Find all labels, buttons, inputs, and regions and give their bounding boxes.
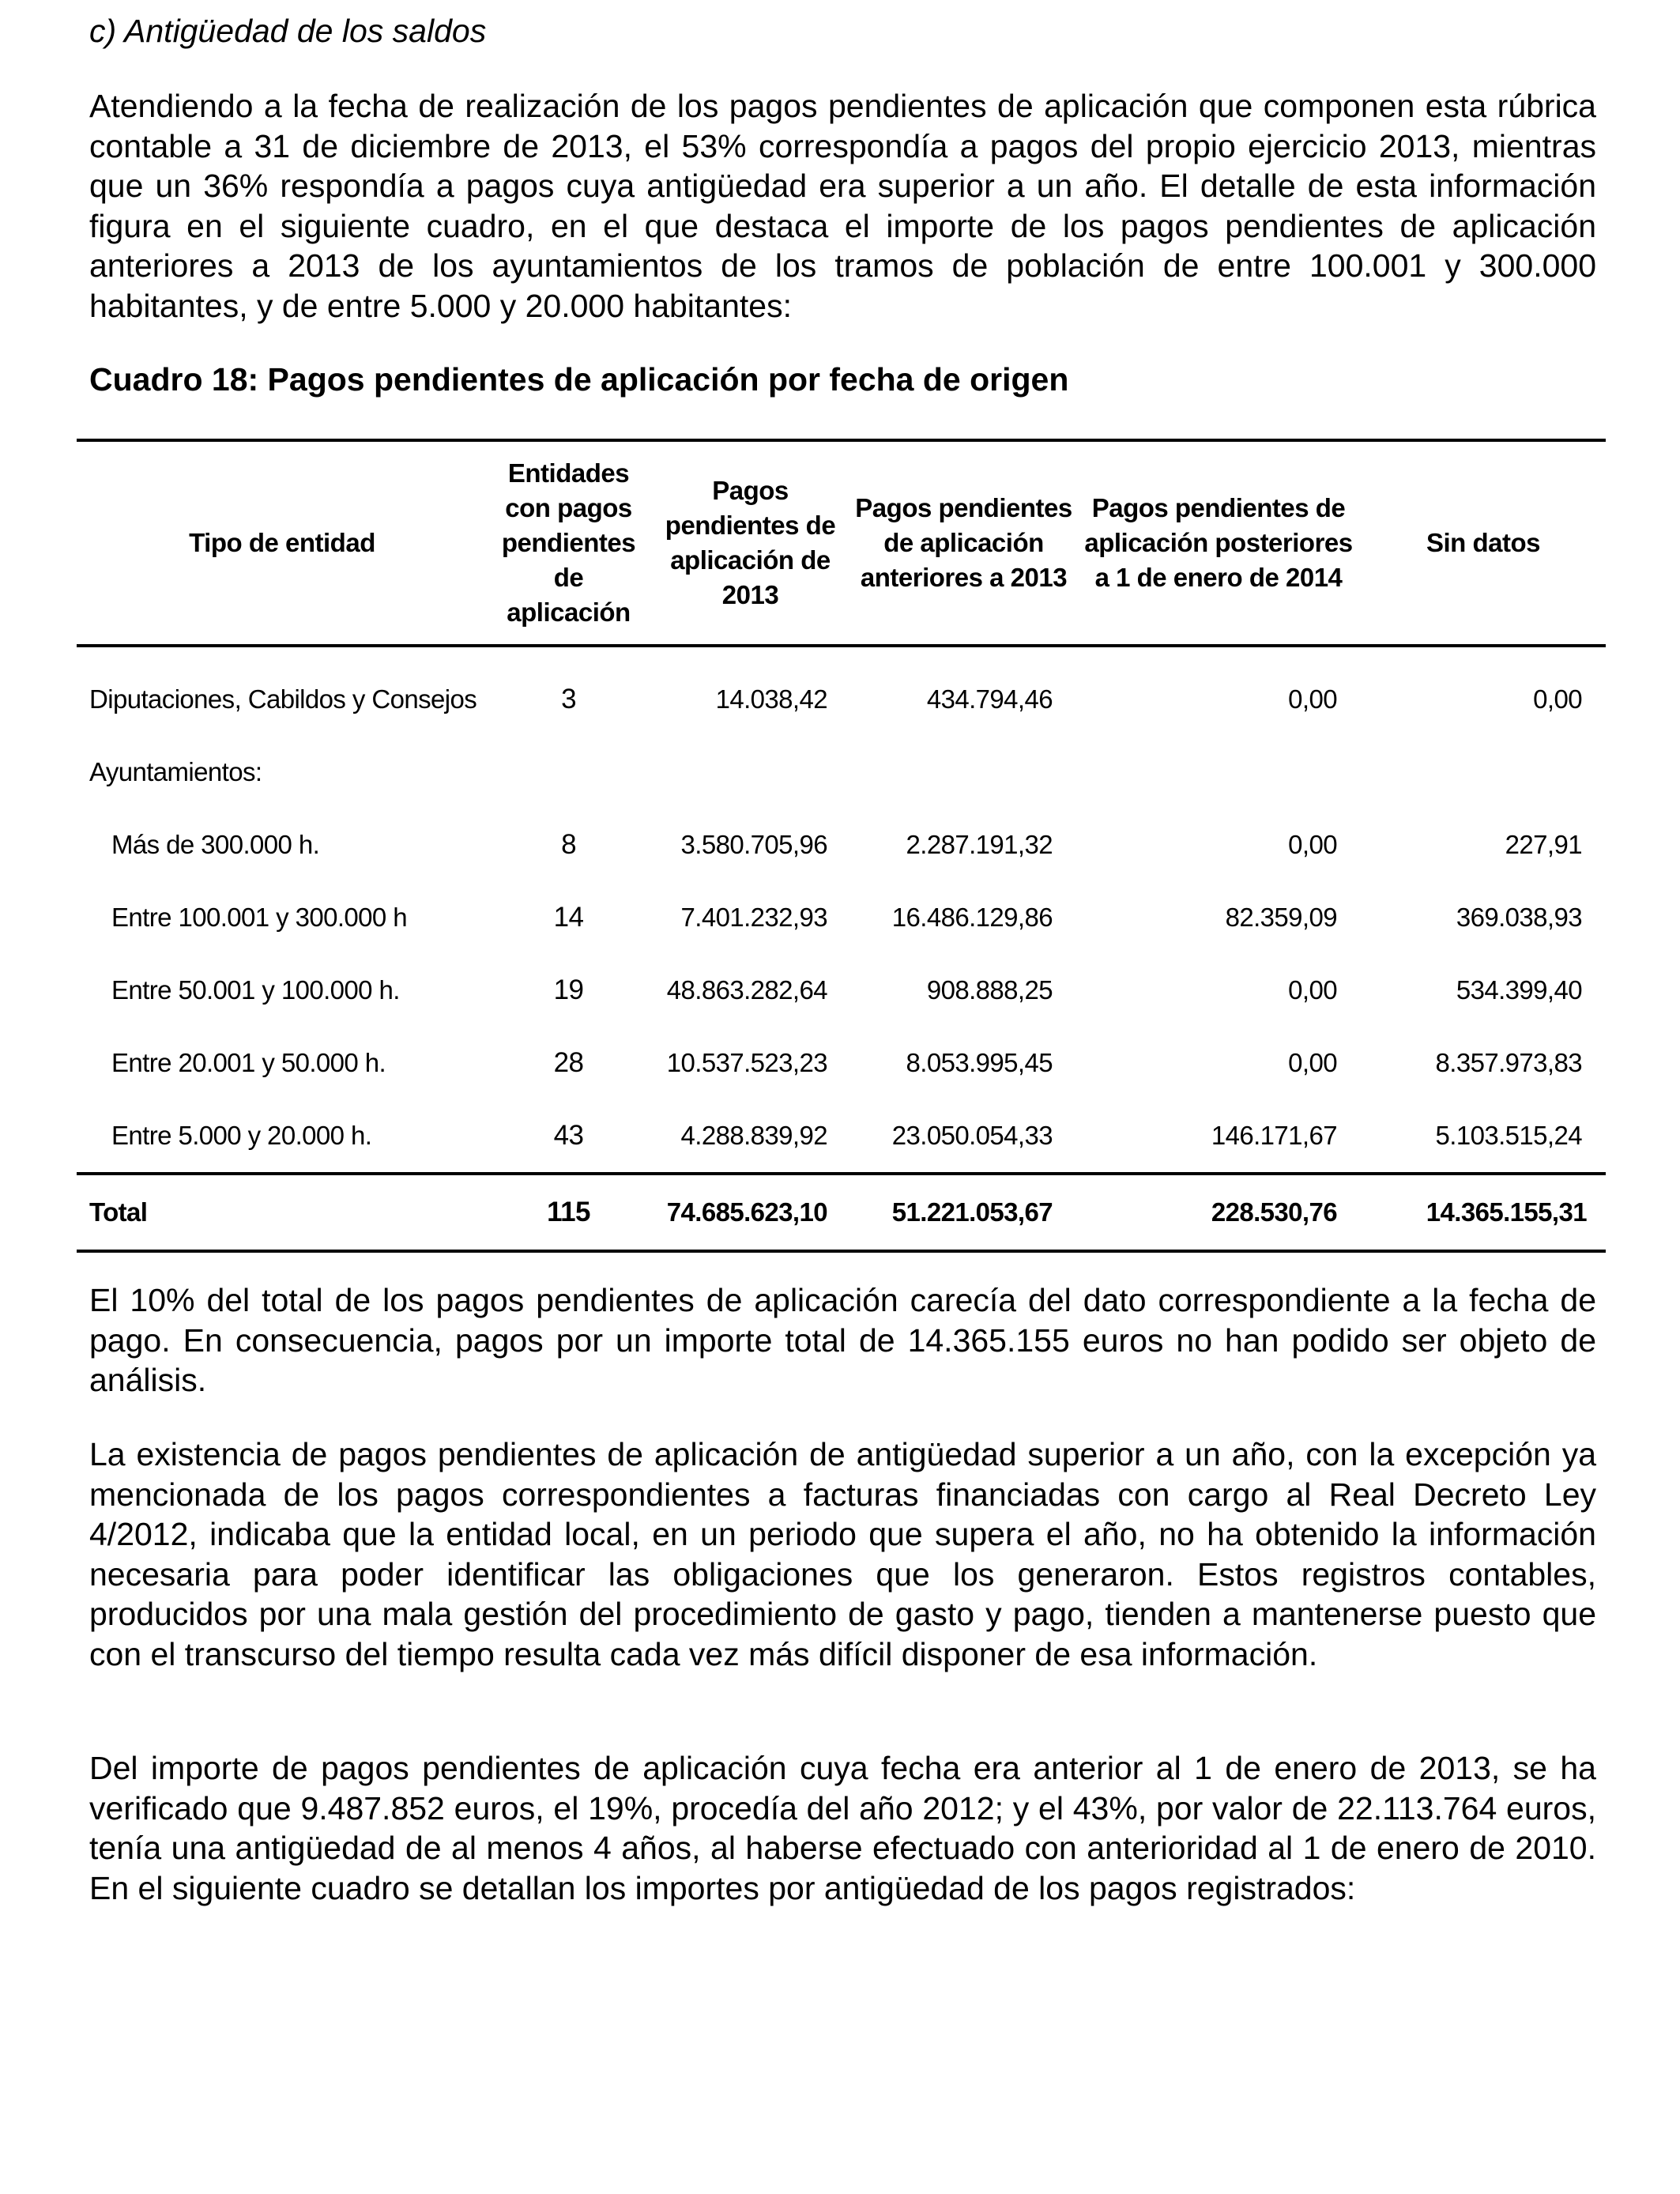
row-value-no-data: 0,00 (1533, 684, 1582, 714)
row-label: Entre 50.001 y 100.000 h. (111, 975, 400, 1005)
row-group-label: Ayuntamientos: (89, 757, 262, 786)
section-heading: c) Antigüedad de los saldos (89, 13, 487, 49)
after-table-paragraph: El 10% del total de los pagos pendientes de aplicación carecía del dato correspondiente a la fecha de pago. En consecuencia, pagos por un importe total de 14.365.155 euros no han podido ser objeto de análisis. (89, 1282, 1596, 1398)
total-label: Total (77, 1174, 488, 1251)
total-value-after-2014: 228.530,76 (1076, 1174, 1361, 1251)
table-container (77, 439, 1606, 1253)
row-value-2013: 10.537.523,23 (666, 1048, 827, 1077)
table-title: Cuadro 18: Pagos pendientes de aplicación por fecha de origen (89, 361, 1069, 398)
row-count: 43 (553, 1120, 584, 1151)
row-value-2013: 48.863.282,64 (666, 975, 827, 1005)
total-value-before-2013: 51.221.053,67 (851, 1174, 1076, 1251)
row-label: Entre 100.001 y 300.000 h (111, 903, 407, 932)
row-value-after-2014: 82.359,09 (1225, 903, 1337, 932)
table-row (77, 809, 1606, 881)
table-total-row (77, 1174, 1606, 1251)
row-value-after-2014: 0,00 (1288, 830, 1337, 859)
final-paragraph: Del importe de pagos pendientes de aplicación cuya fecha era anterior al 1 de enero de 2013, se ha verificado que 9.487.852 euros, el 19%, procedía del año 2012; y el 43%, por valor de 22.113.764 euros, tenía una antigüedad de al menos 4 años, al haberse efectuado con anterioridad al 1 de enero de 2010. En el siguiente cuadro se detallan los importes por antigüedad de los pagos registrados: (89, 1750, 1596, 1906)
table-row (77, 736, 1606, 809)
row-value-no-data: 8.357.973,83 (1435, 1048, 1582, 1077)
row-label: Entre 5.000 y 20.000 h. (111, 1121, 372, 1150)
row-count: 28 (553, 1047, 584, 1078)
table-header-row (77, 440, 1606, 646)
row-value-before-2013: 8.053.995,45 (906, 1048, 1053, 1077)
row-value-no-data: 369.038,93 (1456, 903, 1582, 932)
row-label: Entre 20.001 y 50.000 h. (111, 1048, 386, 1077)
header-payments-before-2013: Pagos pendientes de aplicación anteriores a 2013 (851, 440, 1076, 646)
row-value-after-2014: 146.171,67 (1211, 1121, 1337, 1150)
row-value-no-data: 5.103.515,24 (1435, 1121, 1582, 1150)
row-value-after-2014: 0,00 (1288, 1048, 1337, 1077)
table-row (77, 1027, 1606, 1099)
row-value-no-data: 227,91 (1505, 830, 1582, 859)
row-value-before-2013: 908.888,25 (926, 975, 1053, 1005)
total-count: 115 (488, 1174, 650, 1251)
header-entity-count: Entidades con pagos pendientes de aplicación (488, 440, 650, 646)
header-entity-type: Tipo de entidad (77, 440, 488, 646)
row-label: Diputaciones, Cabildos y Consejos (89, 684, 477, 714)
payments-table (77, 439, 1606, 1253)
row-label: Más de 300.000 h. (111, 830, 320, 859)
row-value-no-data: 534.399,40 (1456, 975, 1582, 1005)
row-value-2013: 3.580.705,96 (680, 830, 827, 859)
existence-paragraph: La existencia de pagos pendientes de aplicación de antigüedad superior a un año, con la excepción ya mencionada de los pagos correspondientes a facturas financiadas con cargo al Real Decreto Ley 4/2012, indicaba que la entidad local, en un periodo que supera el año, no ha obtenido la información necesaria para poder identificar las obligaciones que los generaron. Estos registros contables, producidos por una mala gestión del procedimiento de gasto y pago, tienden a mantenerse puesto que con el transcurso del tiempo resulta cada vez más difícil disponer de esa información. (89, 1436, 1596, 1672)
total-value-no-data: 14.365.155,31 (1361, 1174, 1606, 1251)
row-value-after-2014: 0,00 (1288, 684, 1337, 714)
row-count: 19 (553, 974, 584, 1005)
table-row (77, 954, 1606, 1027)
row-value-before-2013: 434.794,46 (926, 684, 1053, 714)
header-payments-2013: Pagos pendientes de aplicación de 2013 (650, 440, 851, 646)
table-row (77, 1099, 1606, 1174)
row-count: 3 (561, 684, 576, 714)
row-value-after-2014: 0,00 (1288, 975, 1337, 1005)
intro-paragraph: Atendiendo a la fecha de realización de los pagos pendientes de aplicación que componen esta rúbrica contable a 31 de diciembre de 2013, el 53% correspondía a pagos del propio ejercicio 2013, mientras que un 36% respondía a pagos cuya antigüedad era superior a un año. El detalle de esta información figura en el siguiente cuadro, en el que destaca el importe de los pagos pendientes de aplicación anteriores a 2013 de los ayuntamientos de los tramos de población de entre 100.001 y 300.000 habitantes, y de entre 5.000 y 20.000 habitantes: (89, 88, 1596, 324)
row-value-before-2013: 2.287.191,32 (906, 830, 1053, 859)
table-row (77, 646, 1606, 736)
row-value-before-2013: 16.486.129,86 (891, 903, 1053, 932)
row-value-2013: 14.038,42 (715, 684, 827, 714)
row-count: 8 (561, 829, 576, 860)
header-no-data: Sin datos (1361, 440, 1606, 646)
row-value-2013: 4.288.839,92 (680, 1121, 827, 1150)
row-count: 14 (553, 902, 584, 933)
row-value-2013: 7.401.232,93 (680, 903, 827, 932)
total-value-2013: 74.685.623,10 (650, 1174, 851, 1251)
row-value-before-2013: 23.050.054,33 (891, 1121, 1053, 1150)
table-row (77, 881, 1606, 954)
header-payments-after-2014: Pagos pendientes de aplicación posteriores a 1 de enero de 2014 (1076, 440, 1361, 646)
